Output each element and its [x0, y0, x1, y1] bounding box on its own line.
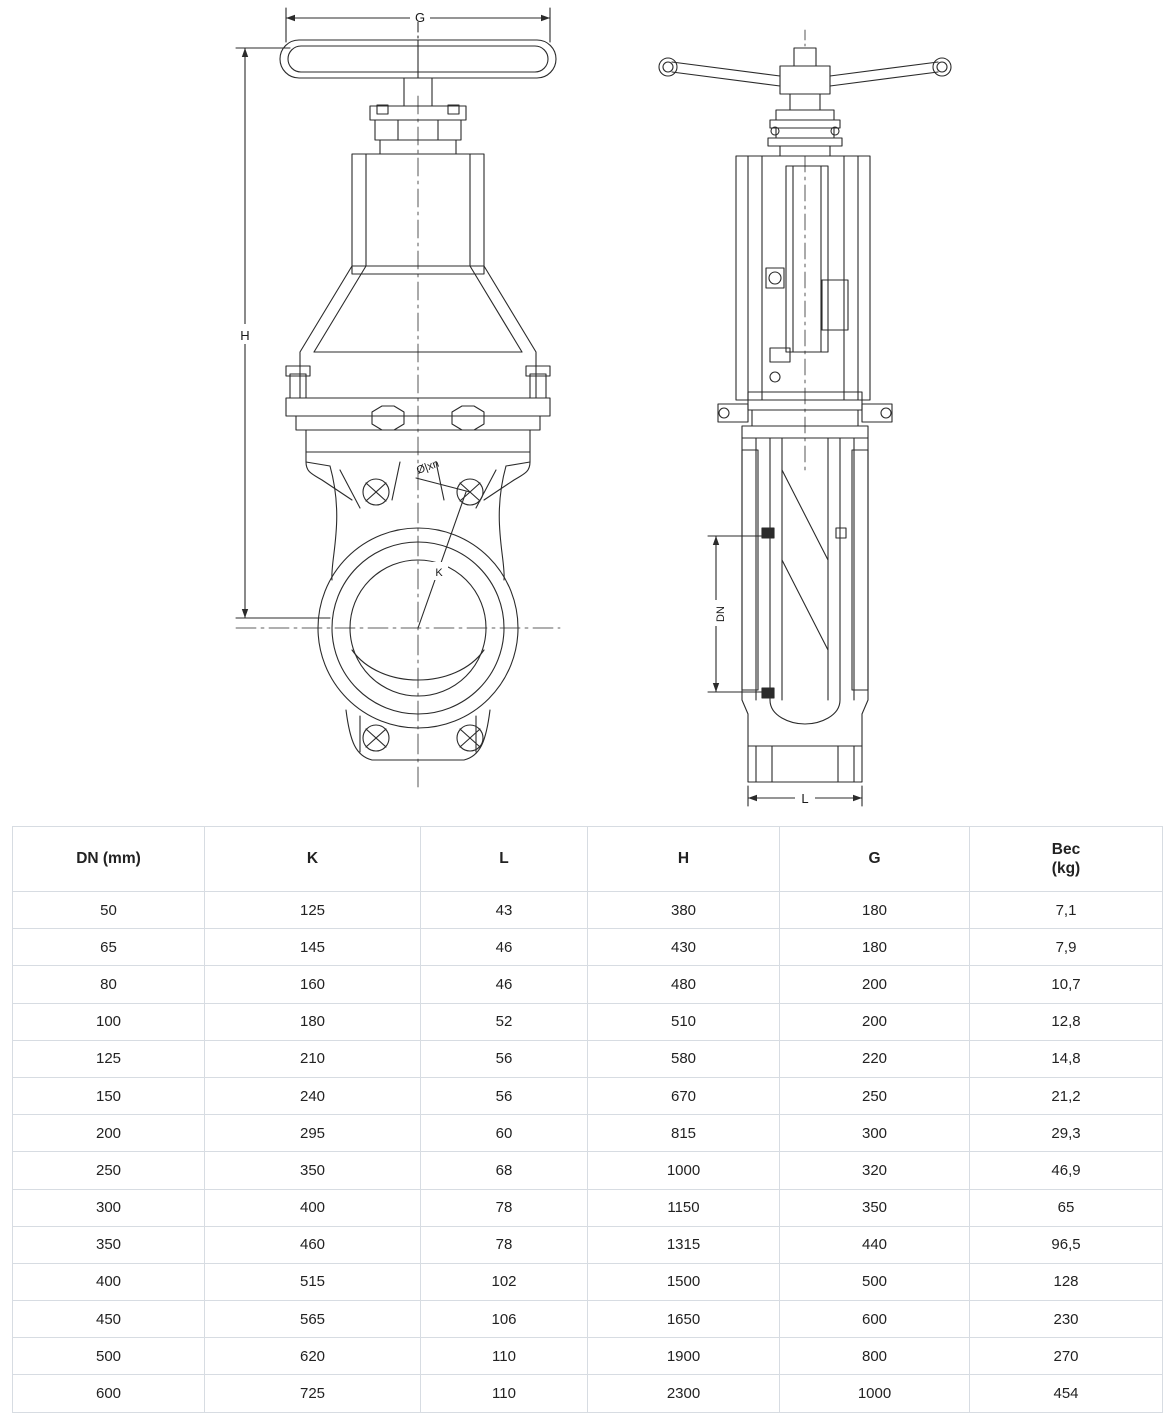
dim-DN — [705, 536, 766, 692]
cell-k: 210 — [205, 1040, 421, 1077]
cell-g: 220 — [780, 1040, 970, 1077]
cell-h: 1500 — [588, 1263, 780, 1300]
dimension-table — [12, 826, 1163, 1413]
handle-bar — [659, 30, 951, 110]
cell-dn: 300 — [13, 1189, 205, 1226]
cell-bec: 230 — [970, 1301, 1163, 1338]
cell-l: 78 — [421, 1226, 588, 1263]
cell-l: 78 — [421, 1189, 588, 1226]
cell-g: 500 — [780, 1263, 970, 1300]
table-row — [13, 1189, 1163, 1226]
table-row — [13, 1301, 1163, 1338]
cell-k: 160 — [205, 966, 421, 1003]
cell-dn: 600 — [13, 1375, 205, 1412]
header-g: G — [780, 827, 970, 892]
cell-l: 43 — [421, 892, 588, 929]
handwheel — [280, 20, 556, 106]
cell-bec: 7,1 — [970, 892, 1163, 929]
cell-g: 300 — [780, 1115, 970, 1152]
cell-dn: 125 — [13, 1040, 205, 1077]
cell-bec: 7,9 — [970, 929, 1163, 966]
dim-H — [234, 48, 330, 618]
cell-k: 350 — [205, 1152, 421, 1189]
table-row — [13, 1338, 1163, 1375]
table-row — [13, 1003, 1163, 1040]
table-header-row — [13, 827, 1163, 892]
cell-k: 460 — [205, 1226, 421, 1263]
header-bec-line1: Bec — [1051, 840, 1081, 858]
cell-bec: 454 — [970, 1375, 1163, 1412]
cell-bec: 10,7 — [970, 966, 1163, 1003]
cell-l: 46 — [421, 929, 588, 966]
cell-dn: 500 — [13, 1338, 205, 1375]
cell-l: 106 — [421, 1301, 588, 1338]
cell-bec: 270 — [970, 1338, 1163, 1375]
table-row — [13, 892, 1163, 929]
cell-g: 320 — [780, 1152, 970, 1189]
cell-dn: 80 — [13, 966, 205, 1003]
cell-h: 1900 — [588, 1338, 780, 1375]
cell-dn: 100 — [13, 1003, 205, 1040]
cell-k: 725 — [205, 1375, 421, 1412]
table-row — [13, 1040, 1163, 1077]
table-row — [13, 1077, 1163, 1114]
cell-bec: 21,2 — [970, 1077, 1163, 1114]
cell-bec: 128 — [970, 1263, 1163, 1300]
cell-g: 600 — [780, 1301, 970, 1338]
header-bec — [970, 827, 1163, 892]
cell-h: 430 — [588, 929, 780, 966]
cell-l: 56 — [421, 1077, 588, 1114]
header-bec-line2: (kg) — [1051, 860, 1081, 877]
cell-dn: 250 — [13, 1152, 205, 1189]
dimension-table-wrapper — [12, 826, 1162, 1413]
cell-g: 200 — [780, 1003, 970, 1040]
svg-text:K: K — [435, 567, 443, 579]
svg-text:G: G — [414, 10, 426, 25]
cell-h: 510 — [588, 1003, 780, 1040]
cell-h: 1150 — [588, 1189, 780, 1226]
cell-bec: 14,8 — [970, 1040, 1163, 1077]
cell-g: 250 — [780, 1077, 970, 1114]
cell-dn: 400 — [13, 1263, 205, 1300]
callout-holes — [415, 458, 470, 492]
svg-text:L: L — [801, 791, 809, 806]
cell-k: 565 — [205, 1301, 421, 1338]
header-l: L — [421, 827, 588, 892]
cell-l: 60 — [421, 1115, 588, 1152]
cell-k: 620 — [205, 1338, 421, 1375]
cell-k: 515 — [205, 1263, 421, 1300]
cell-g: 200 — [780, 966, 970, 1003]
side-yoke — [736, 156, 870, 400]
cell-bec: 12,8 — [970, 1003, 1163, 1040]
cell-dn: 150 — [13, 1077, 205, 1114]
table-row — [13, 1226, 1163, 1263]
cell-g: 440 — [780, 1226, 970, 1263]
header-k: K — [205, 827, 421, 892]
side-bonnet-top — [768, 110, 842, 156]
front-view — [234, 6, 560, 790]
cell-l: 68 — [421, 1152, 588, 1189]
svg-text:Ø|xn: Ø|xn — [414, 457, 441, 477]
header-dn: DN (mm) — [13, 827, 205, 892]
dim-L — [748, 786, 862, 806]
cell-g: 350 — [780, 1189, 970, 1226]
cell-g: 800 — [780, 1338, 970, 1375]
svg-text:H: H — [240, 328, 250, 343]
cell-bec: 65 — [970, 1189, 1163, 1226]
cell-bec: 46,9 — [970, 1152, 1163, 1189]
table-row — [13, 1115, 1163, 1152]
side-view — [659, 30, 951, 806]
cell-h: 380 — [588, 892, 780, 929]
cell-k: 180 — [205, 1003, 421, 1040]
cell-l: 110 — [421, 1375, 588, 1412]
cell-g: 180 — [780, 892, 970, 929]
header-h: H — [588, 827, 780, 892]
cell-h: 480 — [588, 966, 780, 1003]
table-row — [13, 1375, 1163, 1412]
cell-h: 815 — [588, 1115, 780, 1152]
table-row — [13, 929, 1163, 966]
cell-l: 52 — [421, 1003, 588, 1040]
table-row — [13, 1152, 1163, 1189]
cell-h: 2300 — [588, 1375, 780, 1412]
cell-k: 145 — [205, 929, 421, 966]
svg-text:DN: DN — [715, 606, 727, 622]
cell-h: 1650 — [588, 1301, 780, 1338]
cell-l: 46 — [421, 966, 588, 1003]
cell-l: 56 — [421, 1040, 588, 1077]
side-body — [742, 438, 868, 782]
table-body — [13, 892, 1163, 1413]
table-row — [13, 966, 1163, 1003]
cell-bec: 29,3 — [970, 1115, 1163, 1152]
cell-g: 180 — [780, 929, 970, 966]
cell-dn: 50 — [13, 892, 205, 929]
cell-k: 295 — [205, 1115, 421, 1152]
table-row — [13, 1263, 1163, 1300]
cell-l: 102 — [421, 1263, 588, 1300]
cell-h: 670 — [588, 1077, 780, 1114]
cell-k: 400 — [205, 1189, 421, 1226]
cell-bec: 96,5 — [970, 1226, 1163, 1263]
cell-g: 1000 — [780, 1375, 970, 1412]
cell-k: 240 — [205, 1077, 421, 1114]
cell-h: 580 — [588, 1040, 780, 1077]
cell-h: 1315 — [588, 1226, 780, 1263]
cell-dn: 450 — [13, 1301, 205, 1338]
cell-dn: 65 — [13, 929, 205, 966]
cell-h: 1000 — [588, 1152, 780, 1189]
cell-dn: 200 — [13, 1115, 205, 1152]
cell-l: 110 — [421, 1338, 588, 1375]
cell-dn: 350 — [13, 1226, 205, 1263]
cell-k: 125 — [205, 892, 421, 929]
